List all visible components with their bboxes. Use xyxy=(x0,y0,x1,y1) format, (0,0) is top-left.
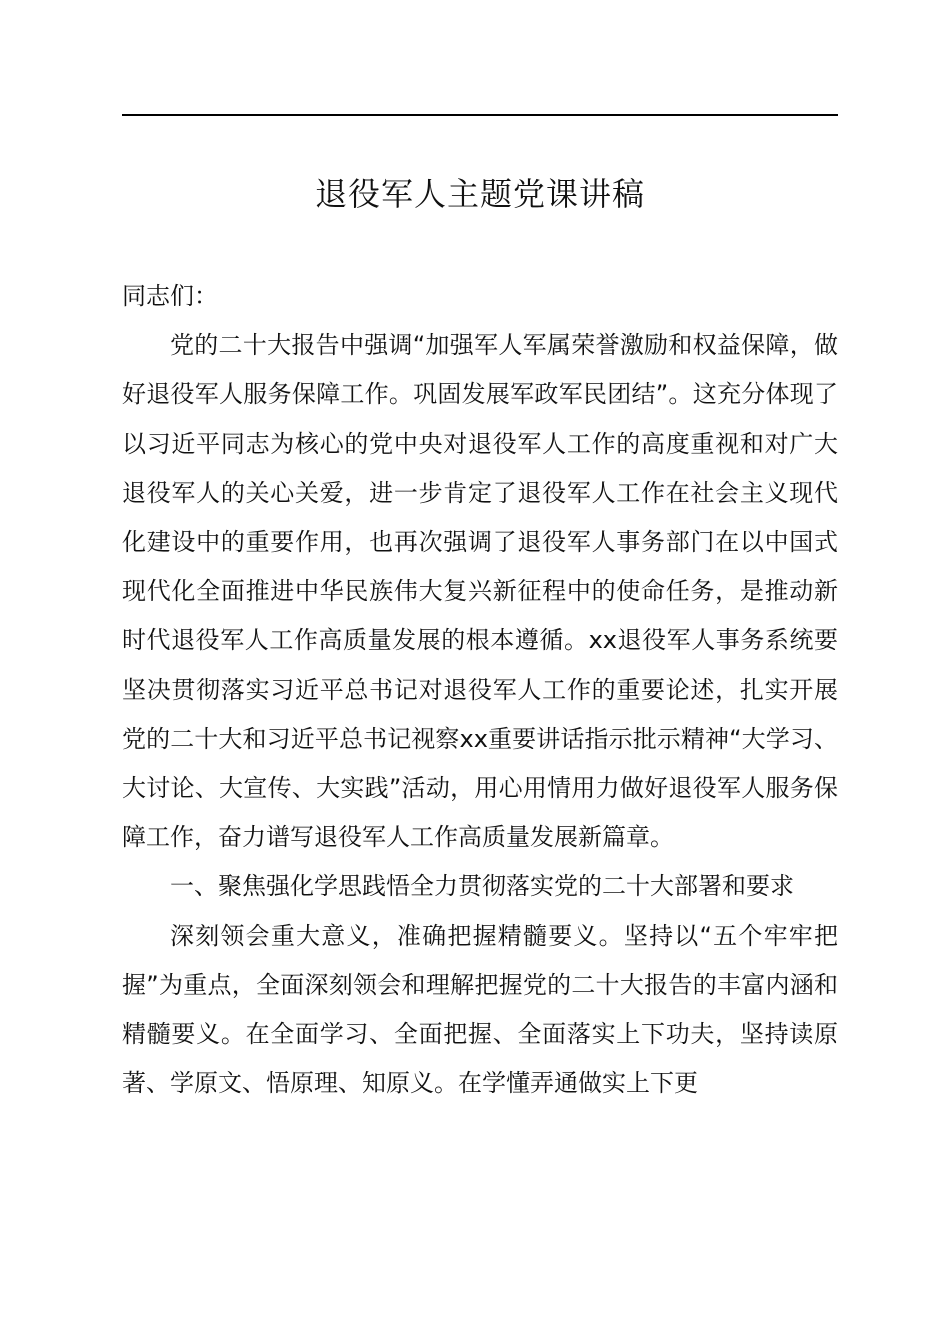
header-rule xyxy=(122,114,838,116)
document-title: 退役军人主题党课讲稿 xyxy=(314,175,645,213)
salutation: 同志们： xyxy=(122,282,218,310)
document-body xyxy=(122,272,838,1108)
section-heading-1: 一、聚焦强化学思践悟全力贯彻落实党的二十大部署和要求 xyxy=(170,872,794,901)
paragraph-section-1: 深刻领会重大意义，准确把握精髓要义。坚持以“五个牢牢把握”为重点，全面深刻领会和理解把握党的二十大报告的丰富内涵和精髓要义。在全面学习、全面把握、全面落实上下功夫，坚持读原著、学原文、悟原理、知原义。在学懂弄通做实上下更 xyxy=(122,921,838,1098)
paragraph-intro: 党的二十大报告中强调“加强军人军属荣誉激励和权益保障，做好退役军人服务保障工作。巩固发展军政军民团结”。这充分体现了以习近平同志为核心的党中央对退役军人工作的高度重视和对广大退役军人的关心关爱，进一步肯定了退役军人工作在社会主义现代化建设中的重要作用，也再次强调了退役军人事务部门在以中国式现代化全面推进中华民族伟大复兴新征程中的使命任务，是推动新时代退役军人工作高质量发展的根本遵循。xx退役军人事务系统要坚决贯彻落实习近平总书记对退役军人工作的重要论述，扎实开展党的二十大和习近平总书记视察xx重要讲话指示批示精神“大学习、大讨论、大宣传、大实践”活动，用心用情用力做好退役军人服务保障工作，奋力谱写退役军人工作高质量发展新篇章。 xyxy=(122,331,838,852)
